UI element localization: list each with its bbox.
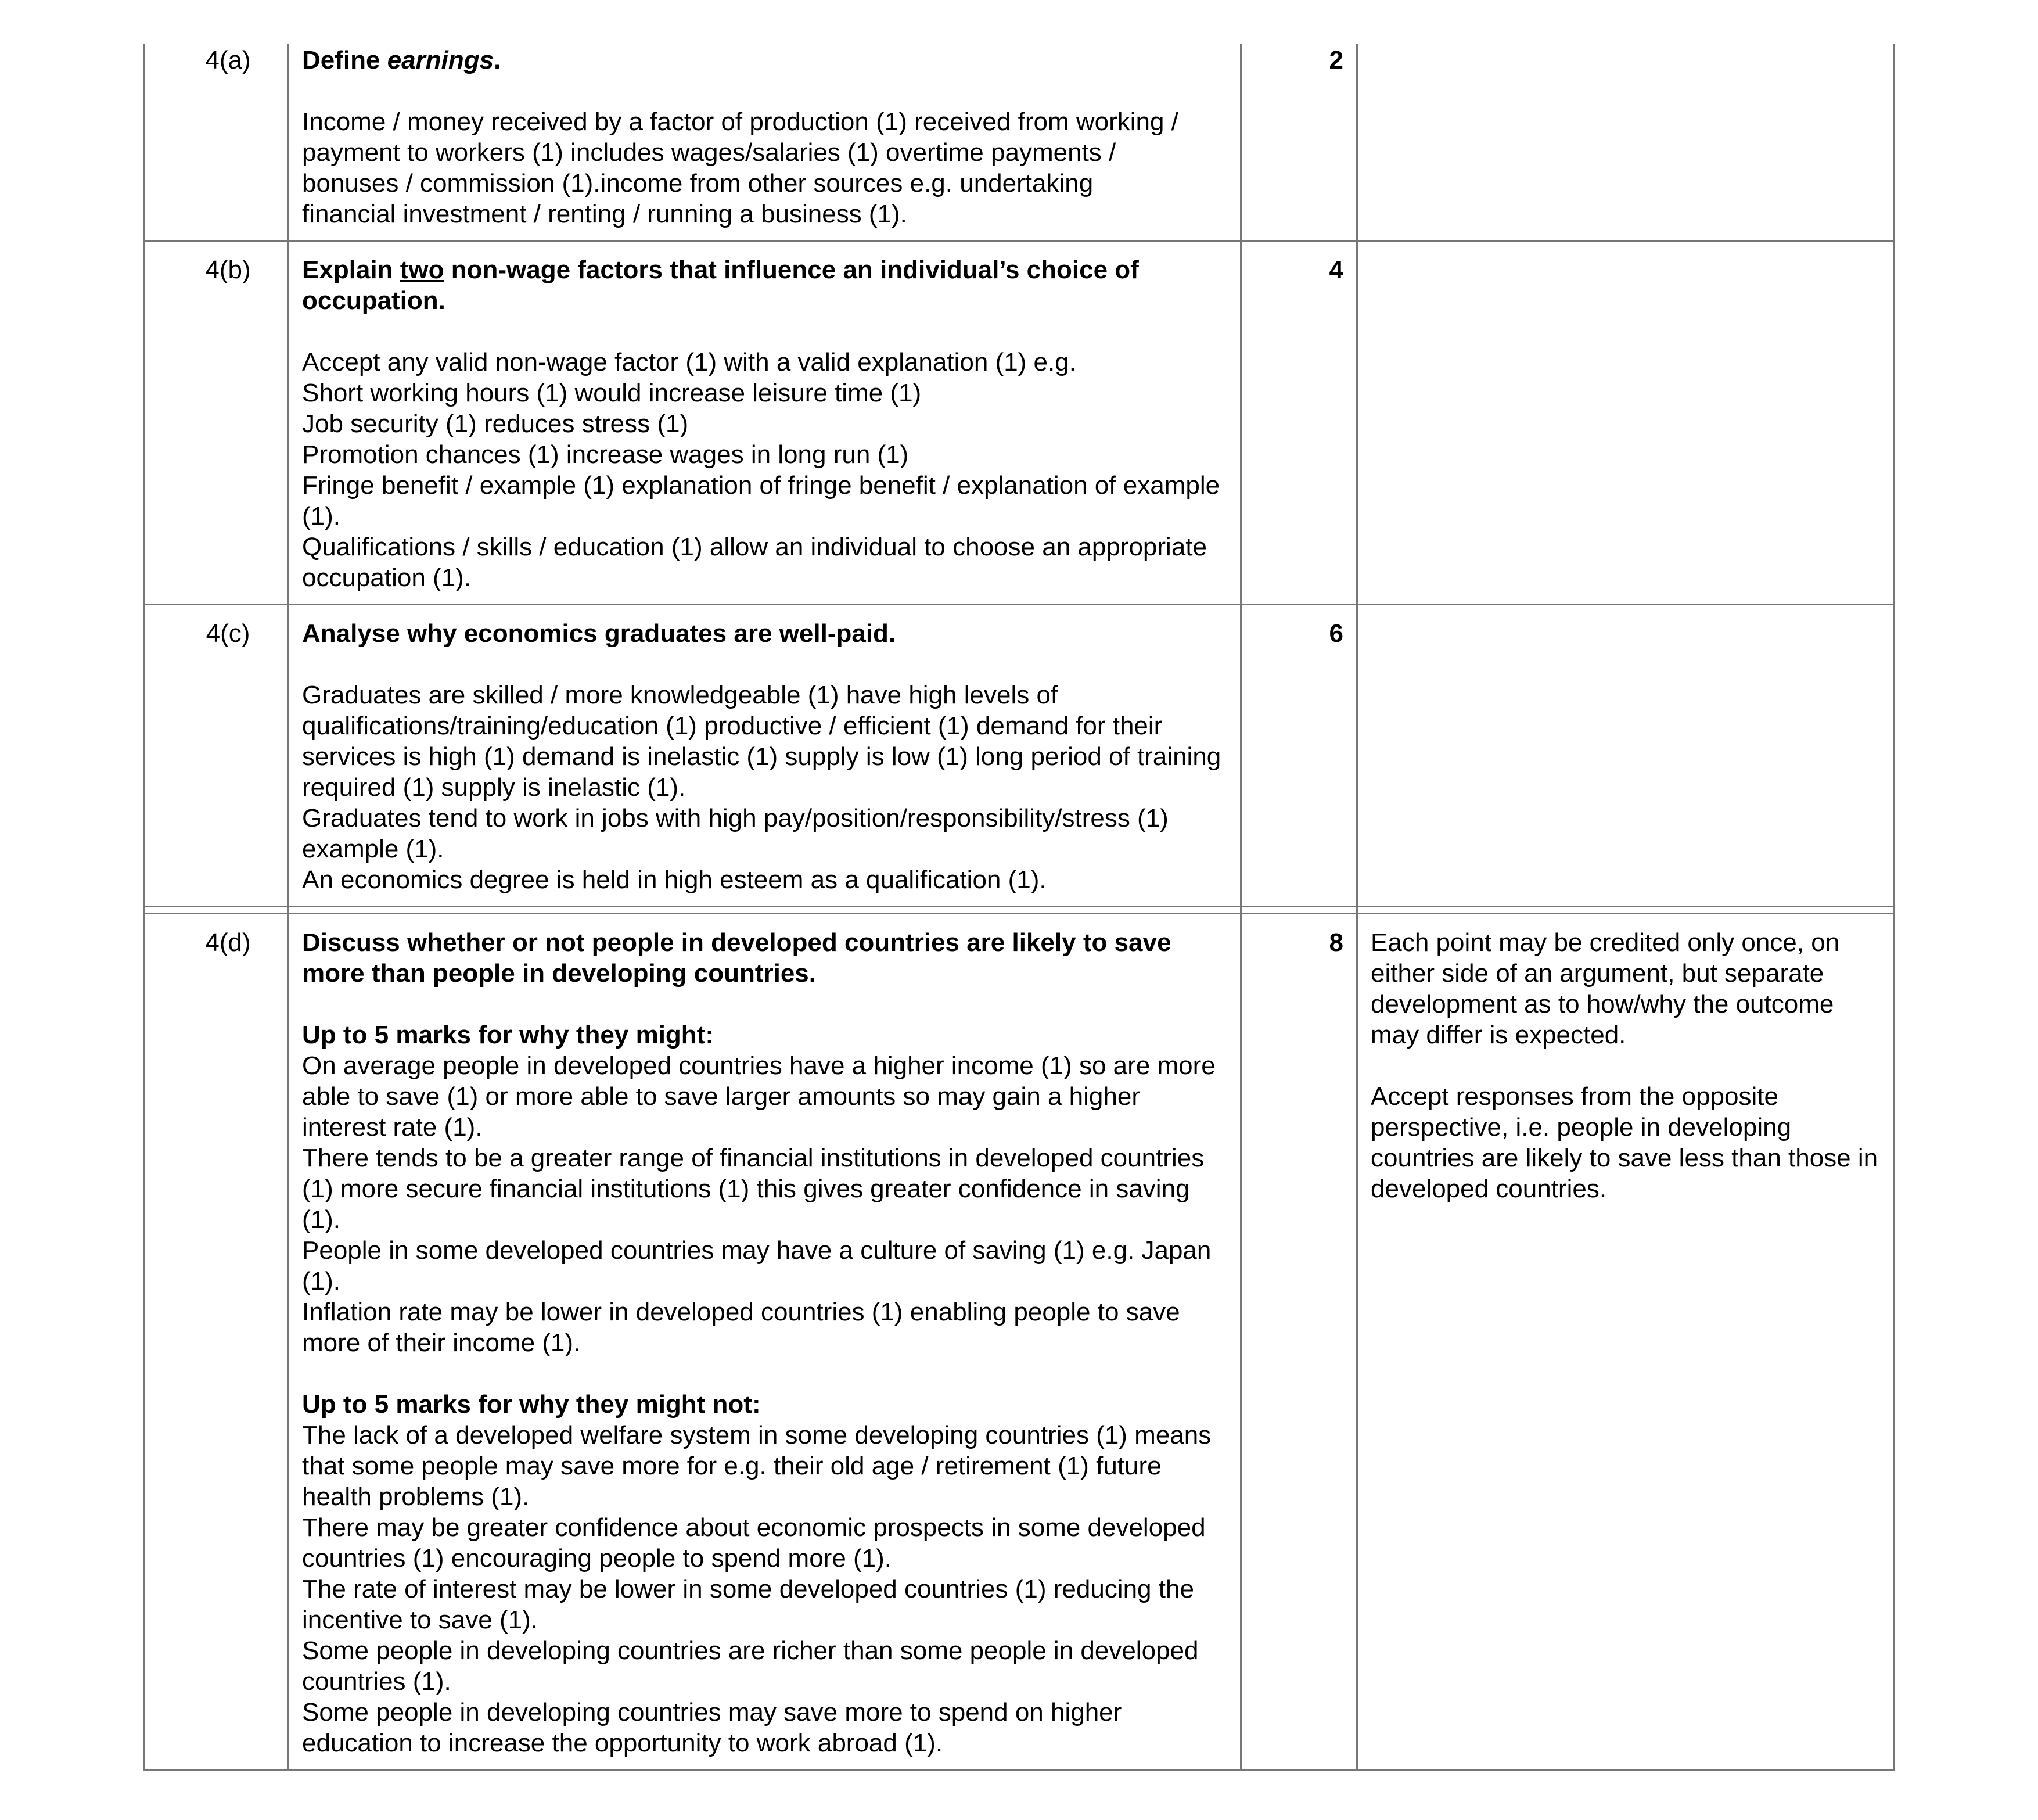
answer-line: Graduates are skilled / more knowledgeable (1) have high levels of qualifications/training/education (1) productive / efficient (1) demand for their services is high (1) demand is inelastic (1) supply is low (1) long period of training required (1) supply is inelastic (1). — [302, 681, 1221, 802]
question-text: Analyse why economics graduates are well-paid. — [302, 619, 896, 648]
question-number-cell — [145, 605, 289, 907]
question-keyword: two — [400, 256, 444, 284]
question-text-part: Explain — [302, 256, 400, 284]
answer-line: Income / money received by a factor of production (1) received from working / — [302, 107, 1178, 136]
answer-line: financial investment / renting / running a business (1). — [302, 200, 907, 228]
guidance-cell — [1357, 44, 1895, 241]
table-row — [145, 605, 1895, 907]
answer-line: Job security (1) reduces stress (1) — [302, 410, 689, 438]
question-text-part: Define — [302, 46, 387, 74]
guidance-cell — [1357, 914, 1895, 1770]
section-heading: Up to 5 marks for why they might: — [302, 1021, 714, 1049]
answer-line: Qualifications / skills / education (1) allow an individual to choose an appropriate occupation (1). — [302, 533, 1207, 592]
question-text-part: . — [494, 46, 501, 74]
marks-value: 4 — [1329, 256, 1343, 284]
answer-line: On average people in developed countries have a higher income (1) so are more able to save (1) or more able to save larger amounts so may gain a higher interest rate (1). — [302, 1051, 1216, 1141]
marks-value: 8 — [1329, 928, 1343, 957]
question-number: 4(a) — [205, 46, 251, 74]
answer-line: There tends to be a greater range of financial institutions in developed countries (1) more secure financial institutions (1) this gives greater confidence in saving (1). — [302, 1144, 1205, 1234]
question-number: 4(b) — [205, 256, 251, 284]
guidance-cell — [1357, 241, 1895, 605]
question-text: Discuss whether or not people in developed countries are likely to save more than people in developing countries. — [302, 928, 1171, 988]
question-text-part: non-wage factors that influence an individual’s choice of occupation. — [302, 256, 1139, 315]
question-text — [302, 45, 1227, 76]
answer-line: payment to workers (1) includes wages/salaries (1) overtime payments / — [302, 138, 1116, 167]
question-number: 4(c) — [206, 619, 250, 648]
answer-line: Promotion chances (1) increase wages in long run (1) — [302, 440, 909, 469]
marks-value: 2 — [1329, 46, 1343, 74]
answer-line: Fringe benefit / example (1) explanation of fringe benefit / explanation of example (1). — [302, 471, 1220, 530]
marks-cell — [1241, 241, 1357, 605]
table-row — [145, 44, 1895, 241]
mark-scheme-table — [143, 44, 1895, 1771]
answer-cell — [289, 44, 1241, 241]
answer-line: Inflation rate may be lower in developed countries (1) enabling people to save more of their income (1). — [302, 1298, 1180, 1357]
question-number-cell — [145, 914, 289, 1770]
answer-cell — [289, 605, 1241, 907]
marks-cell — [1241, 44, 1357, 241]
answer-line: Some people in developing countries may save more to spend on higher education to increase the opportunity to work abroad (1). — [302, 1698, 1122, 1757]
answer-line: The rate of interest may be lower in some developed countries (1) reducing the incentive to save (1). — [302, 1575, 1194, 1634]
table-row — [145, 914, 1895, 1770]
marks-value: 6 — [1329, 619, 1343, 648]
question-keyword: earnings — [387, 46, 494, 74]
answer-line: An economics degree is held in high esteem as a qualification (1). — [302, 866, 1047, 894]
answer-cell — [289, 241, 1241, 605]
answer-line: bonuses / commission (1).income from other sources e.g. undertaking — [302, 169, 1094, 198]
answer-cell — [289, 914, 1241, 1770]
answer-line: There may be greater confidence about economic prospects in some developed countries (1) encouraging people to spend more (1). — [302, 1513, 1206, 1573]
answer-line: People in some developed countries may have a culture of saving (1) e.g. Japan (1). — [302, 1236, 1212, 1295]
guidance-cell — [1357, 605, 1895, 907]
answer-line: The lack of a developed welfare system in some developing countries (1) means that some people may save more for e.g. their old age / retirement (1) future health problems (1). — [302, 1421, 1212, 1511]
question-number: 4(d) — [205, 928, 251, 957]
guidance-text: Each point may be credited only once, on either side of an argument, but separate development as to how/why the outcome may differ is expected. — [1371, 928, 1840, 1049]
answer-line: Accept any valid non-wage factor (1) with a valid explanation (1) e.g. — [302, 348, 1076, 376]
answer-line: Graduates tend to work in jobs with high pay/position/responsibility/stress (1) example (1). — [302, 804, 1169, 863]
question-number-cell — [145, 241, 289, 605]
row-separator — [145, 907, 1895, 914]
question-number-cell — [145, 44, 289, 241]
table-row — [145, 241, 1895, 605]
marks-cell — [1241, 914, 1357, 1770]
answer-line: Short working hours (1) would increase leisure time (1) — [302, 379, 922, 407]
section-heading: Up to 5 marks for why they might not: — [302, 1390, 761, 1419]
marks-cell — [1241, 605, 1357, 907]
question-text — [302, 254, 1227, 316]
guidance-text: Accept responses from the opposite perspective, i.e. people in developing countries are likely to save less than those in developed countries. — [1371, 1082, 1878, 1203]
answer-line: Some people in developing countries are richer than some people in developed countries (1). — [302, 1636, 1199, 1696]
